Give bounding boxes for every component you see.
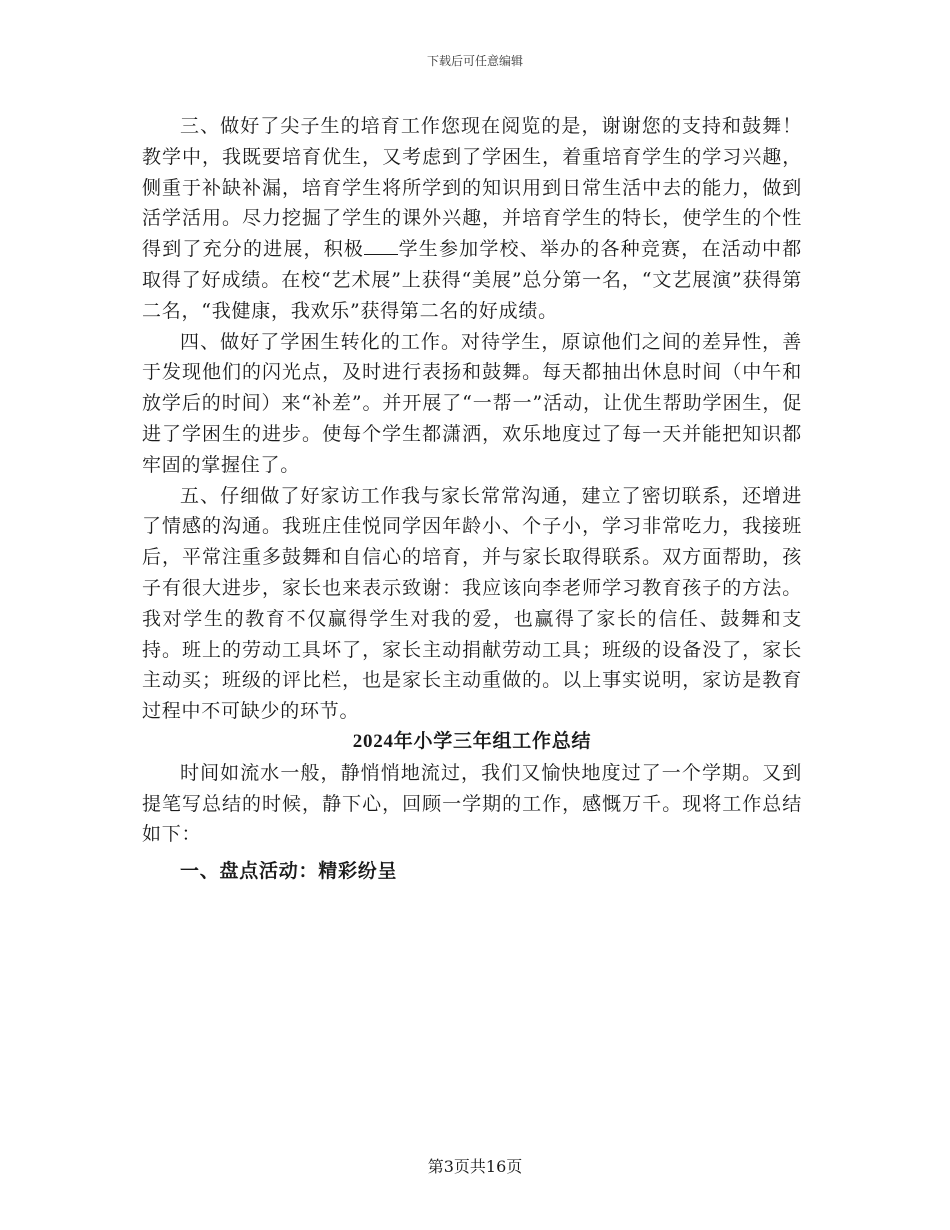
paragraph-4: 四、做好了学困生转化的工作。对待学生，原谅他们之间的差异性，善于发现他们的闪光点，及时进行表扬和鼓舞。每天都抽出休息时间（中午和放学后的时间）来“补差”。并开展了“一帮一”活动，让优生帮助学困生，促进了学困生的进步。使每个学生都潇洒，欢乐地度过了每一天并能把知识都牢固的掌握住了。 [142, 330, 802, 476]
paragraph-5: 五、仔细做了好家访工作我与家长常常沟通，建立了密切联系，还增进了情感的沟通。我班庄佳悦同学因年龄小、个子小，学习非常吃力，我接班后，平常注重多鼓舞和自信心的培育，并与家长取得联系。双方面帮助，孩子有很大进步，家长也来表示致谢：我应该向李老师学习教育孩子的方法。我对学生的教育不仅赢得学生对我的爱，也赢得了家长的信任、鼓舞和支持。班上的劳动工具坏了，家长主动捐献劳动工具；班级的设备没了，家长主动买；班级的评比栏，也是家长主动重做的。以上事实说明，家访是教育过程中不可缺少的环节。 [142, 484, 802, 723]
page-header: 下载后可任意编辑 [426, 54, 523, 68]
section-heading-1: 一、盘点活动：精彩纷呈 [180, 860, 398, 883]
paragraph-3-text-b: 学生参加学校、举办的各种竞赛，在活动中都取得了好成绩。在校“艺术展”上获得“美展”总分第一名，“文艺展演”获得第二名，“我健康，我欢乐”获得第二名的好成绩。 [142, 238, 802, 322]
fill-blank [364, 236, 398, 255]
page-footer: 第3页共16页 [427, 1157, 523, 1176]
document-body [142, 111, 802, 887]
paragraph-3 [142, 111, 802, 327]
paragraph-3-text-a: 三、做好了尖子生的培育工作您现在阅览的是，谢谢您的支持和鼓舞！教学中，我既要培育优生，又考虑到了学困生，着重培育学生的学习兴趣，侧重于补缺补漏，培育学生将所学到的知识用到日常生活中去的能力，做到活学活用。尽力挖掘了学生的课外兴趣，并培育学生的特长，使学生的个性得到了充分的进展，积极 [142, 115, 802, 261]
intro-paragraph: 时间如流水一般，静悄悄地流过，我们又愉快地度过了一个学期。又到提笔写总结的时候，静下心，回顾一学期的工作，感慨万千。现将工作总结如下： [142, 761, 802, 846]
document-title: 2024年小学三年组工作总结 [352, 730, 592, 752]
